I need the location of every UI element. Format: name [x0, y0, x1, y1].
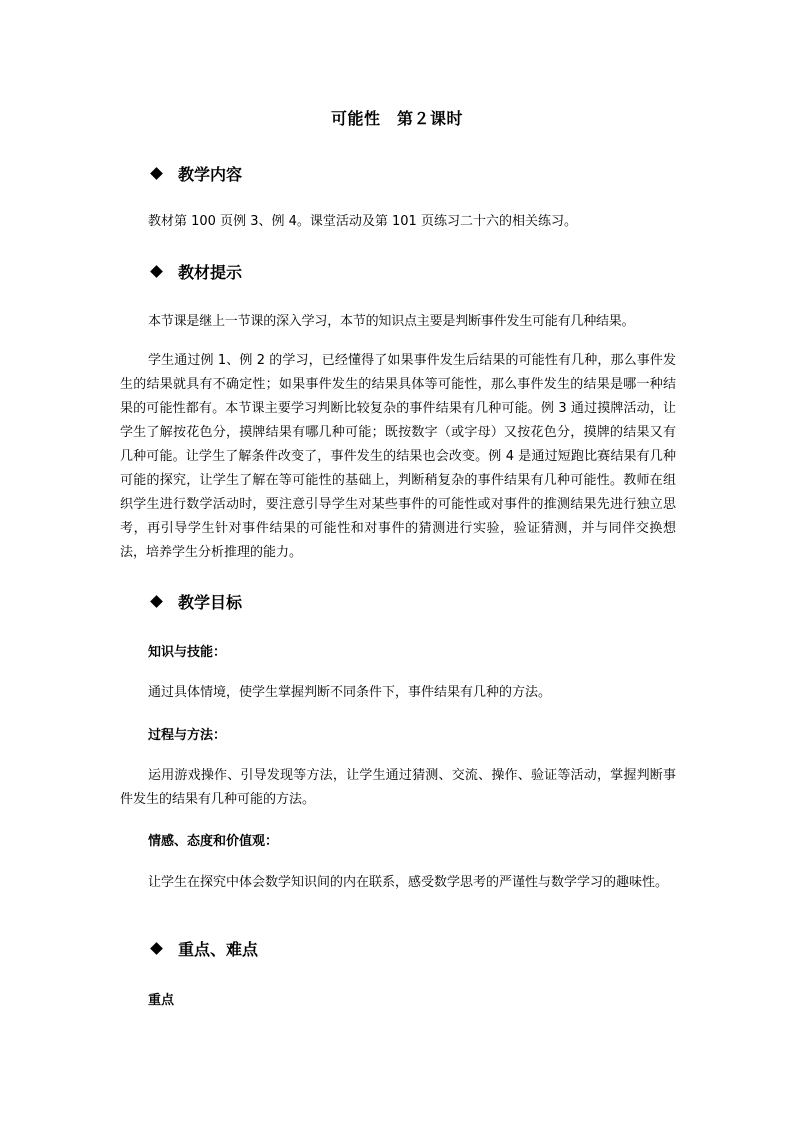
section-heading-label: 教学内容: [178, 165, 243, 184]
diamond-bullet-icon: [150, 595, 163, 608]
diamond-bullet-icon: [150, 167, 163, 180]
diamond-bullet-icon: [150, 265, 163, 278]
section-heading-key: [150, 937, 258, 960]
tips-paragraph-2: 学生通过例 1、例 2 的学习，已经懂得了如果事件发生后结果的可能性有几种，那么事件发生的结果就具有不确定性；如果事件发生的结果具体等可能性，那么事件发生的结果是哪一种结果的可能性都有。本节课主要学习判断比较复杂的事件结果有几种可能。例 3 通过摸牌活动，让学生了解按花色分，摸牌结果有哪几种可能；既按数字（或字母）又按花色分，摸牌的结果又有几种可能。让学生了解条件改变了，事件发生的结果也会改变。例 4 是通过短跑比赛结果有几种可能的探究，让学生了解在等可能性的基础上，判断稍复杂的事件结果有几种可能性。教师在组织学生进行数学活动时，要注意引导学生对某些事件的可能性或对事件的推测结果先进行独立思考，再引导学生针对事件结果的可能性和对事件的猜测进行实验，验证猜测，并与同伴交换想法，培养学生分析推理的能力。: [120, 353, 676, 560]
key-points-label: 重点: [148, 993, 175, 1008]
section-heading-goals: [150, 590, 242, 613]
section-heading-tips: [150, 260, 242, 283]
section-heading-label: 教学目标: [178, 593, 243, 612]
document-title: 可能性 第２课时: [330, 109, 463, 128]
section-heading-label: 教材提示: [178, 263, 243, 282]
process-methods-label: 过程与方法：: [148, 728, 227, 743]
emotion-values-text: 让学生在探究中体会数学知识间的内在联系，感受数学思考的严谨性与数学学习的趣味性。: [148, 875, 669, 890]
section-heading-label: 重点、难点: [178, 940, 259, 959]
process-methods-text: 运用游戏操作、引导发现等方法，让学生通过猜测、交流、操作、验证等活动，掌握判断事件发生的结果有几种可能的方法。: [120, 768, 676, 807]
tips-paragraph-1: 本节课是继上一节课的深入学习，本节的知识点主要是判断事件发生可能有几种结果。: [148, 314, 635, 329]
diamond-bullet-icon: [150, 942, 163, 955]
knowledge-skills-text: 通过具体情境，使学生掌握判断不同条件下，事件结果有几种的方法。: [148, 685, 552, 700]
content-paragraph: 教材第 100 页例 3、例 4。课堂活动及第 101 页练习二十六的相关练习。: [148, 214, 577, 229]
section-heading-content: [150, 162, 242, 185]
emotion-values-label: 情感、态度和价值观：: [148, 834, 279, 849]
knowledge-skills-label: 知识与技能：: [148, 645, 227, 660]
